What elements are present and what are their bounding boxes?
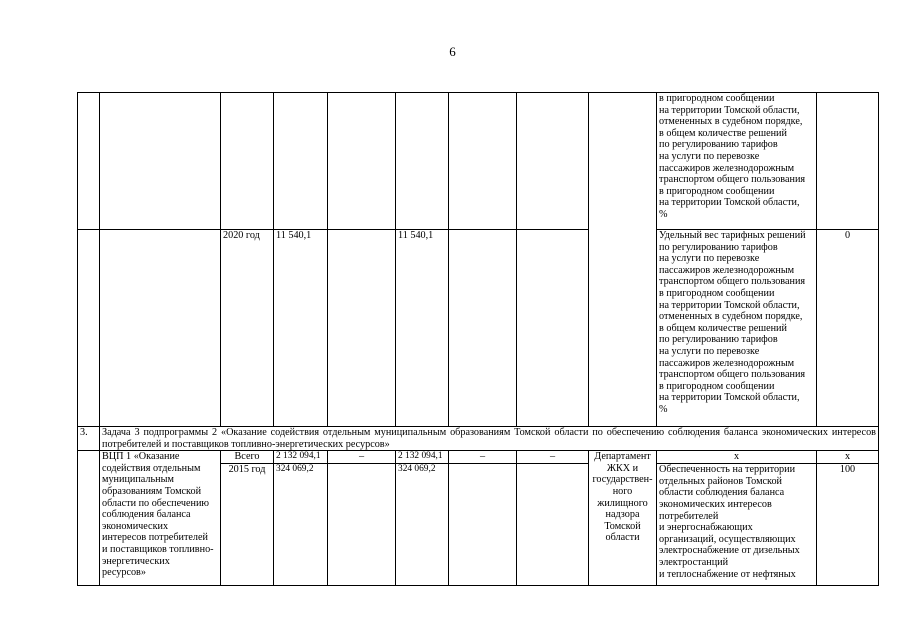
total-cell: 324 069,2 xyxy=(274,464,328,586)
department-cell: Департамент ЖКХ и государствен- ного жилищного надзора Томской области xyxy=(589,451,657,586)
value-cell: 0 xyxy=(817,230,879,427)
indicator-cell: в пригородном сообщении на территории Томской области, отмененных в судебном порядке, в общем количестве решений по регулированию тарифов на услуги по перевозке пассажиров железнодорожным транспортом общего пользования в пригородном сообщении на территории Томской области, % xyxy=(657,93,817,230)
extra-cell: – xyxy=(517,451,589,464)
program-name: ВЦП 1 «Оказание содействия отдельным муниципальным образованиям Томской области по обеспечению соблюдения баланса экономических интересов потребителей и поставщиков топливно- энергетических ресурсов» xyxy=(100,451,221,586)
table-row xyxy=(78,230,879,427)
year-cell: 2015 год xyxy=(221,464,274,586)
year-cell: Всего xyxy=(221,451,274,464)
local-cell: – xyxy=(449,451,517,464)
indicator-cell: х xyxy=(657,451,817,464)
indicator-cell: Удельный вес тарифных решений по регулированию тарифов на услуги по перевозке пассажиров железнодорожным транспортом общего пользования в пригородном сообщении на территории Томской области, отмененных в судебном порядке, в общем количестве решений по регулированию тарифов на услуги по перевозке пассажиров железнодорожным транспортом общего пользования в пригородном сообщении на территории Томской области, % xyxy=(657,230,817,427)
regional-cell: 2 132 094,1 xyxy=(396,451,449,464)
federal-cell: – xyxy=(328,451,396,464)
year-cell: 2020 год xyxy=(221,230,274,427)
program-table xyxy=(77,92,879,586)
indicator-cell: Обеспеченность на территории отдельных районов Томской области соблюдения баланса экономических интересов потребителей и энергоснабжающих организаций, осуществляющих электроснабжение от дизельных электростанций и теплоснабжение от нефтяных xyxy=(657,464,817,586)
regional-cell: 11 540,1 xyxy=(396,230,449,427)
table-row xyxy=(78,451,879,464)
task-row xyxy=(78,427,879,451)
regional-cell: 324 069,2 xyxy=(396,464,449,586)
page-number: 6 xyxy=(449,44,456,59)
table-row xyxy=(78,93,879,230)
task-number: 3. xyxy=(78,427,100,451)
value-cell: 100 xyxy=(817,464,879,586)
task-text: Задача 3 подпрограммы 2 «Оказание содействия отдельным муниципальным образованиям Томской области по обеспечению соблюдения баланса экономических интересов потребителей и поставщиков топливно-энергетических ресурсов» xyxy=(100,427,879,451)
total-cell: 2 132 094,1 xyxy=(274,451,328,464)
total-cell: 11 540,1 xyxy=(274,230,328,427)
value-cell: х xyxy=(817,451,879,464)
